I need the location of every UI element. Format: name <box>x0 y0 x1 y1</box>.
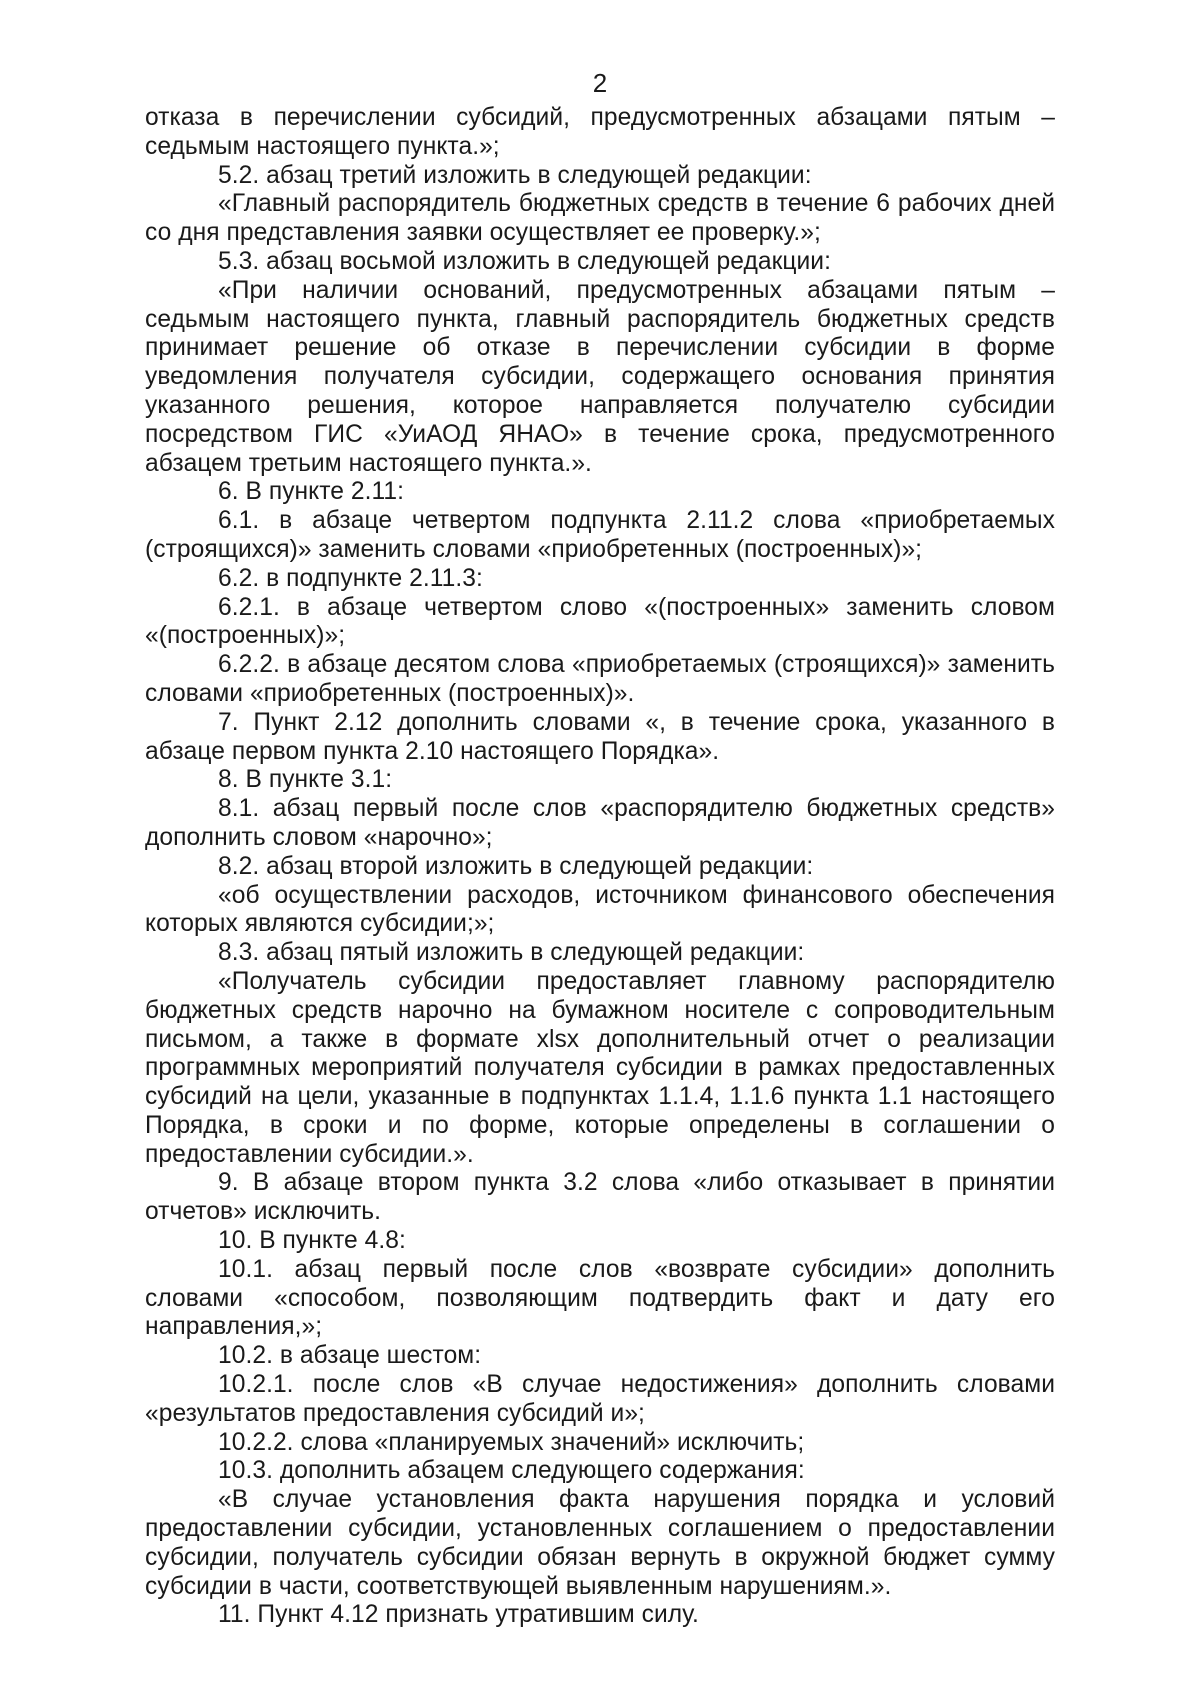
paragraph: 6.2.2. в абзаце десятом слова «приобретаемых (строящихся)» заменить словами «приобретенных (построенных)». <box>145 651 1055 707</box>
paragraph: 6.1. в абзаце четвертом подпункта 2.11.2 слова «приобретаемых (строящихся)» заменить словами «приобретенных (построенных)»; <box>145 507 1055 563</box>
document-body <box>145 104 1055 1630</box>
paragraph: 5.3. абзац восьмой изложить в следующей редакции: <box>218 247 831 275</box>
paragraph: 8. В пункте 3.1: <box>218 766 393 794</box>
paragraph: «Главный распорядитель бюджетных средств в течение 6 рабочих дней со дня представления заявки осуществляет ее проверку.»; <box>145 190 1055 247</box>
paragraph: «Получатель субсидии предоставляет главному распорядителю бюджетных средств нарочно на бумажном носителе с сопроводительным письмом, а также в формате xlsx дополнительный отчет о реализации программных мероприятий получателя субсидии в рамках предоставленных субсидий на цели, указанные в подпунктах 1.1.4, 1.1.6 пункта 1.1 настоящего Порядка, в сроки и по форме, которые определены в соглашении о предоставлении субсидии.». <box>145 967 1055 1168</box>
paragraph: 7. Пункт 2.12 дополнить словами «, в течение срока, указанного в абзаце первом пункта 2.10 настоящего Порядка». <box>145 708 1055 765</box>
paragraph: «об осуществлении расходов, источником финансового обеспечения которых являются субсидии;»; <box>145 881 1055 938</box>
paragraph: отказа в перечислении субсидий, предусмотренных абзацами пятым – седьмым настоящего пункта.»; <box>145 104 1055 160</box>
paragraph: 8.3. абзац пятый изложить в следующей редакции: <box>218 939 805 967</box>
paragraph: 5.2. абзац третий изложить в следующей редакции: <box>218 161 812 189</box>
paragraph: 6. В пункте 2.11: <box>218 478 405 506</box>
page-number: 2 <box>592 68 608 98</box>
paragraph: 10.3. дополнить абзацем следующего содержания: <box>218 1457 805 1485</box>
paragraph: «В случае установления факта нарушения порядка и условий предоставлении субсидии, установленных соглашением о предоставлении субсидии, получатель субсидии обязан вернуть в окружной бюджет сумму субсидии в части, соответствующей выявленным нарушениям.». <box>145 1486 1055 1600</box>
paragraph: 9. В абзаце втором пункта 3.2 слова «либо отказывает в принятии отчетов» исключить. <box>145 1169 1055 1226</box>
paragraph: 10.2. в абзаце шестом: <box>218 1342 482 1370</box>
paragraph: 10. В пункте 4.8: <box>218 1227 406 1255</box>
paragraph: 8.2. абзац второй изложить в следующей редакции: <box>218 852 814 880</box>
paragraph: 8.1. абзац первый после слов «распорядителю бюджетных средств» дополнить словом «нарочно»; <box>145 795 1055 851</box>
paragraph: 10.1. абзац первый после слов «возврате субсидии» дополнить словами «способом, позволяющим подтвердить факт и дату его направления,»; <box>145 1255 1055 1341</box>
paragraph: 11. Пункт 4.12 признать утратившим силу. <box>218 1601 699 1629</box>
paragraph: «При наличии оснований, предусмотренных абзацами пятым – седьмым настоящего пункта, главный распорядитель бюджетных средств принимает решение об отказе в перечислении субсидии в форме уведомления получателя субсидии, содержащего основания принятия указанного решения, которое направляется получателю субсидии посредством ГИС «УиАОД ЯНАО» в течение срока, предусмотренного абзацем третьим настоящего пункта.». <box>145 276 1055 477</box>
paragraph: 10.2.1. после слов «В случае недостижения» дополнить словами «результатов предоставления субсидий и»; <box>145 1371 1055 1427</box>
paragraph: 6.2. в подпункте 2.11.3: <box>218 564 483 592</box>
paragraph: 6.2.1. в абзаце четвертом слово «(построенных» заменить словом «(построенных)»; <box>145 593 1055 650</box>
paragraph: 10.2.2. слова «планируемых значений» исключить; <box>218 1428 805 1456</box>
